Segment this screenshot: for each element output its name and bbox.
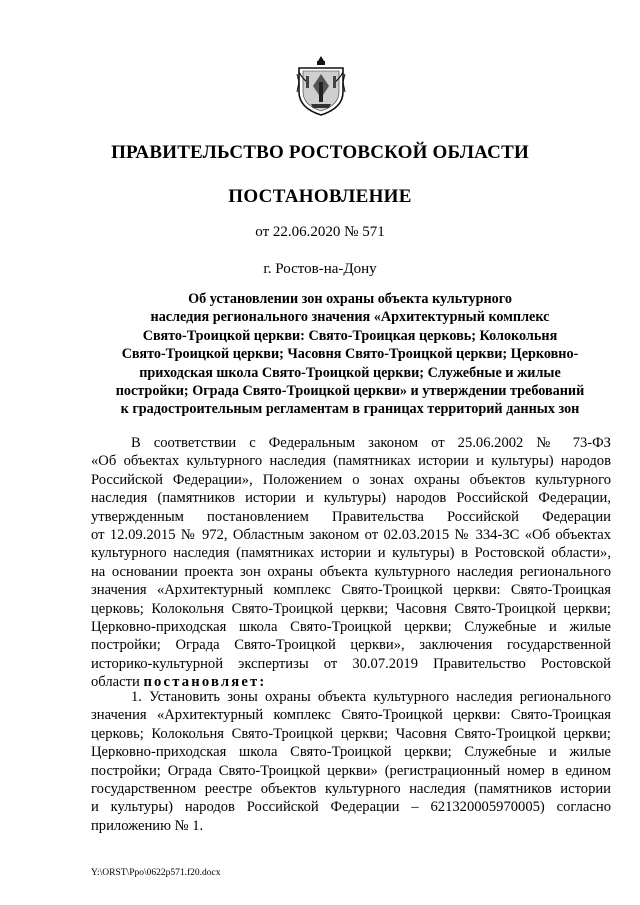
paragraph-line: Церковно-приходская школа Свято-Троицкой церкви; Служебные и жилые [91, 744, 611, 761]
preamble-paragraph [91, 434, 611, 692]
paragraph-line: «Об объектах культурного наследия (памятниках истории и культуры) народов [91, 453, 611, 470]
paragraph-line: значения «Архитектурный комплекс Свято-Троицкой церкви: Свято-Троицкая [91, 582, 611, 599]
subject-line: Свято-Троицкой церкви; Часовня Свято-Троицкой церкви; Церковно- [121, 346, 579, 363]
paragraph-line: В соответствии с Федеральным законом от 25.06.2002 № 73-ФЗ [131, 435, 611, 451]
paragraph-line: значения «Архитектурный комплекс Свято-Троицкой церкви: Свято-Троицкая [91, 707, 611, 724]
item-1-paragraph [91, 688, 611, 835]
paragraph-line: приложению № 1. [91, 817, 204, 834]
subject-line: Свято-Троицкой церкви: Свято-Троицкая церковь; Колокольня [142, 327, 558, 344]
paragraph-line: Церковно-приходская школа Свято-Троицкой церкви; Служебные и жилые [91, 619, 611, 636]
paragraph-line: 1. Установить зоны охраны объекта культурного наследия регионального [131, 689, 611, 705]
subject-line: приходская школа Свято-Троицкой церкви; Служебные и жилые [139, 364, 561, 381]
paragraph-line: от 12.09.2015 № 972, Областным законом от 02.03.2015 № 334-ЗС «Об объектах [91, 527, 611, 544]
document-type: ПОСТАНОВЛЕНИЕ [228, 186, 412, 207]
paragraph-line: церковь; Колокольня Свято-Троицкой церкви; Часовня Свято-Троицкой церкви; [91, 600, 611, 617]
subject-line: к градостроительным регламентам в границах территорий данных зон [120, 401, 580, 418]
document-subject [100, 290, 600, 419]
subject-line: наследия регионального значения «Архитектурный комплекс [150, 309, 550, 326]
paragraph-line: и культуры) народов Российской Федерации – 621320005970005) согласно [91, 799, 611, 816]
subject-line: Об установлении зон охраны объекта культурного [188, 291, 512, 307]
file-path-footer: Y:\ORST\Ppo\0622p571.f20.docx [91, 868, 221, 878]
paragraph-line: наследия (памятников истории и культуры) народов Российской Федерации, [91, 490, 611, 507]
document-date-number: от 22.06.2020 № 571 [255, 224, 385, 240]
subject-line: постройки; Ограда Свято-Троицкой церкви» и утверждении требований [115, 383, 585, 400]
government-title: ПРАВИТЕЛЬСТВО РОСТОВСКОЙ ОБЛАСТИ [111, 142, 529, 163]
paragraph-line: культурного наследия (памятниках истории и культуры) в Ростовской области», [91, 545, 611, 562]
decree-word: постановляет: [143, 674, 267, 691]
paragraph-line: утвержденным постановлением Правительства Российской Федерации [91, 508, 611, 525]
paragraph-line: Российской Федерации», Положением о зонах охраны объектов культурного [91, 471, 611, 488]
paragraph-line: историко-культурной экспертизы от 30.07.2019 Правительство Ростовской [91, 655, 611, 672]
document-city: г. Ростов-на-Дону [263, 261, 377, 277]
rostov-region-coat-of-arms-icon [293, 52, 349, 118]
paragraph-line: постройки; Ограда Свято-Троицкой церкви», заключения государственной [91, 637, 611, 654]
paragraph-line: постройки; Ограда Свято-Троицкой церкви» (регистрационный номер в едином [91, 762, 611, 779]
paragraph-line: государственном реестре объектов культурного наследия (памятников истории [91, 781, 611, 798]
paragraph-line: на основании проекта зон охраны объекта культурного наследия регионального [91, 563, 611, 580]
preamble-last-prefix: области [91, 674, 144, 691]
paragraph-line: церковь; Колокольня Свято-Троицкой церкви; Часовня Свято-Троицкой церкви; [91, 725, 611, 742]
